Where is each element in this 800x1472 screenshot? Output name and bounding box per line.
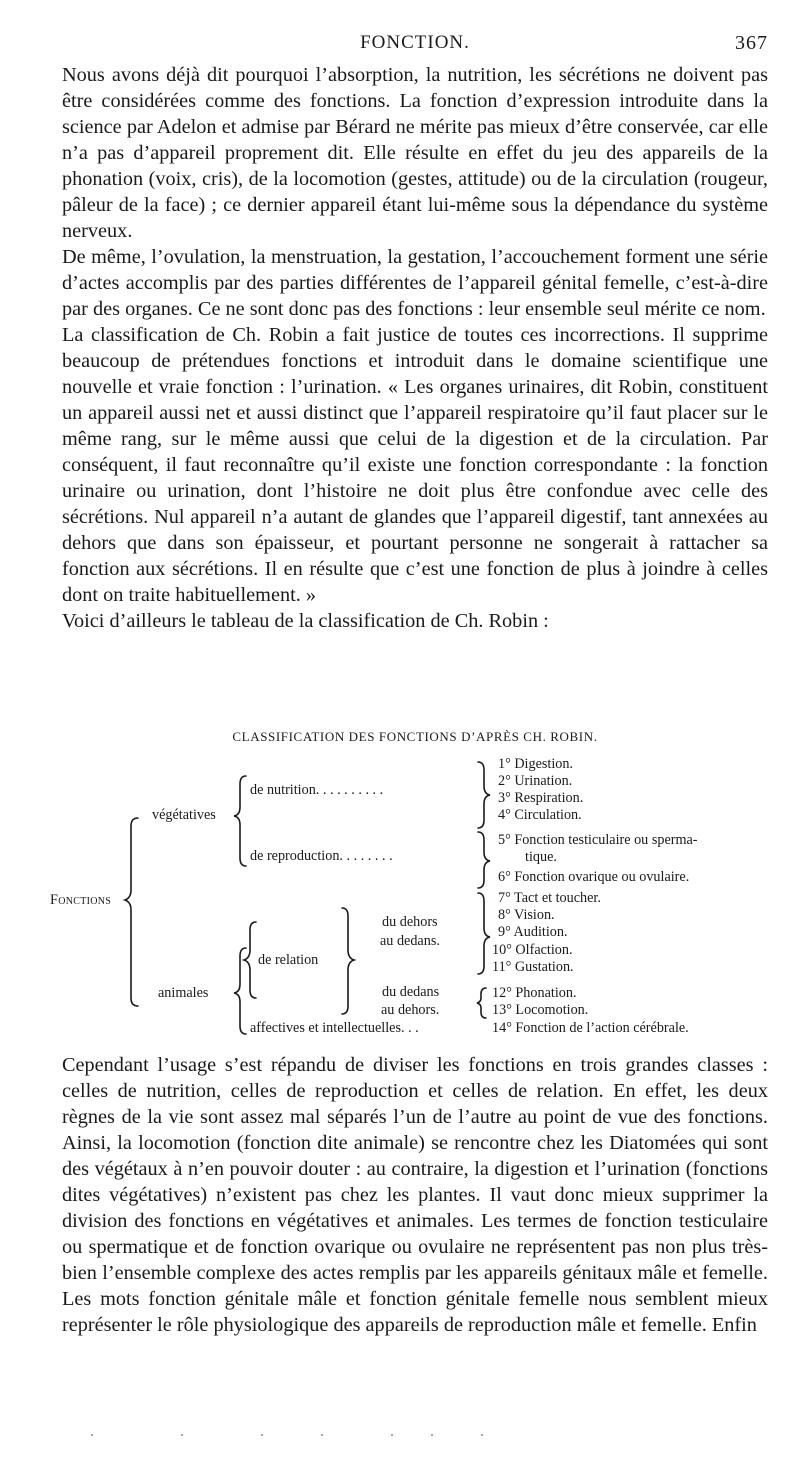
paragraph-5: Cependant l’usage s’est répandu de diviser les fonctions en trois grandes classes : celles de nutrition, celles de reproduction et celles de relation. En effet, les deux règnes de la vie sont assez mal séparés l’un de l’autre au point de vue des fonctions. Ainsi, la locomotion (fonction dite animale) se rencontre chez les Diatomées qui sont des végétaux à n’en pouvoir douter : au contraire, la digestion et l’urination (fonctions dites végétatives) n’existent pas chez les plantes. Il vaut donc mieux supprimer la division des fonctions en végétatives et animales. Les termes de fonction testiculaire ou spermatique et de fonction ovarique ou ovulaire ne représentent pas non plus très-bien l’ensemble complexe des actes remplis par les appareils génitaux mâle et femelle. Les mots fonction génitale mâle et fonction génitale femelle nous semblent mieux représenter le rôle physiologique des appareils de reproduction mâle et femelle. Enfin <box>62 1054 768 1336</box>
paragraph-1: Nous avons déjà dit pourquoi l’absorption, la nutrition, les sécrétions ne doivent pas être considérées comme des fonctions. La fonction d’expression introduite dans la science par Adelon et admise par Bérard ne mérite pas mieux d’être conservée, car elle n’a pas d’appareil proprement dit. Elle résulte en effet du jeu des appareils de la phonation (voix, cris), de la locomotion (gestes, attitude) ou de la circulation (rougeur, pâleur de la face) ; ce dernier appareil étant lui-même sous la dépendance du système nerveux. <box>62 64 768 242</box>
item-4: 4° Circulation. <box>498 807 582 823</box>
label-du-dedans: du dedans <box>382 984 440 1000</box>
label-du-dehors: du dehors <box>382 914 438 930</box>
paragraph-2: De même, l’ovulation, la menstruation, la gestation, l’accouchement forment une série d’actes accomplis par des parties différentes de l’appareil génital femelle, c’est-à-dire par des organes. Ce ne sont donc pas des fonctions : leur ensemble seul mérite ce nom. <box>62 246 768 320</box>
item-9: 9° Audition. <box>498 924 568 940</box>
label-nutrition: de nutrition. . . . . . . . . . <box>250 782 384 798</box>
item-2: 2° Urination. <box>498 773 573 789</box>
item-3: 3° Respiration. <box>498 790 584 806</box>
body-text-top <box>62 62 768 634</box>
label-fonctions: Fonctions <box>50 892 112 908</box>
item-5-cont: tique. <box>525 849 557 865</box>
item-8: 8° Vision. <box>498 907 555 923</box>
label-animales: animales <box>158 985 209 1001</box>
brace-animales <box>234 948 246 1034</box>
label-relation: de relation <box>258 952 319 968</box>
label-affectives: affectives et intellectuelles. . . <box>250 1020 419 1036</box>
running-head <box>62 32 768 56</box>
body-text-bottom <box>62 1052 768 1338</box>
page-number: 367 <box>735 32 768 54</box>
label-au-dehors: au dehors. <box>381 1002 440 1018</box>
footer-specks <box>62 1432 768 1438</box>
label-reproduction: de reproduction. . . . . . . . <box>250 848 393 864</box>
item-11: 11° Gustation. <box>492 959 574 975</box>
label-au-dedans: au dedans. <box>380 933 440 949</box>
paragraph-3: La classification de Ch. Robin a fait justice de toutes ces incorrections. Il supprime beaucoup de prétendues fonctions et introduit dans le domaine scientifique une nouvelle et vraie fonction : l’urination. « Les organes urinaires, dit Robin, constituent un appareil aussi net et aussi distinct que l’appareil respiratoire qu’il faut placer sur le même rang, sur le même aussi que celui de la digestion et de la circulation. Par conséquent, il faut reconnaître qu’il existe une fonction correspondante : la fonction urinaire ou urination, dont l’histoire ne doit plus être confondue avec celle des sécrétions. Nul appareil n’a autant de glandes que l’appareil digestif, tant annexées au dehors que dans son épaisseur, et pourtant personne ne songerait à rattacher sa fonction aux sécrétions. Il en résulte que c’est une fonction de plus à joindre à celles dont on traite habituellement. » <box>62 324 768 606</box>
label-vegetatives: végétatives <box>152 807 216 823</box>
paragraph-4: Voici d’ailleurs le tableau de la classification de Ch. Robin : <box>62 610 549 632</box>
item-6: 6° Fonction ovarique ou ovulaire. <box>498 869 690 885</box>
brace-vegetatives <box>234 776 246 866</box>
brace-fonctions <box>125 818 138 1006</box>
running-title: FONCTION. <box>360 32 470 53</box>
item-5: 5° Fonction testiculaire ou sperma- <box>498 832 698 848</box>
item-14: 14° Fonction de l’action cérébrale. <box>492 1020 689 1036</box>
item-1: 1° Digestion. <box>498 756 574 772</box>
item-12: 12° Phonation. <box>492 985 577 1001</box>
table-caption: CLASSIFICATION DES FONCTIONS D’APRÈS CH. ROBIN. <box>232 729 598 744</box>
item-13: 13° Locomotion. <box>492 1002 589 1018</box>
item-10: 10° Olfaction. <box>492 942 573 958</box>
item-7: 7° Tact et toucher. <box>498 890 601 906</box>
